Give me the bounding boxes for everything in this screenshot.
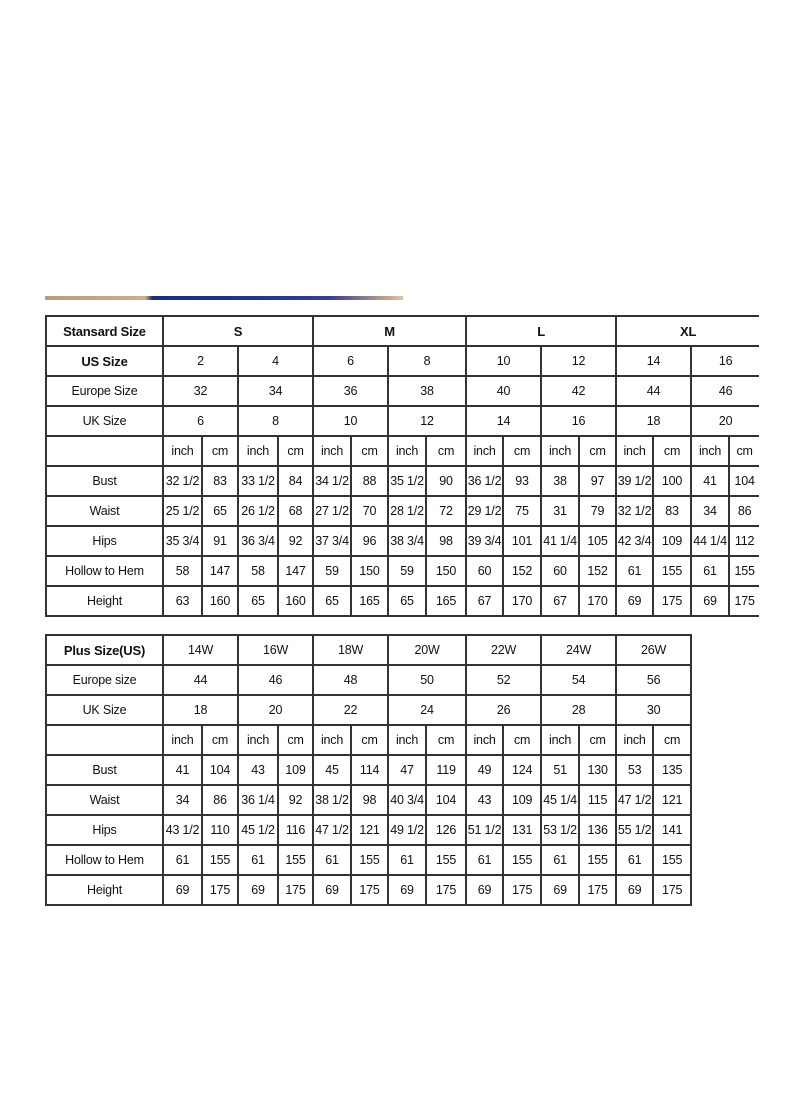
uk-size-cell: 20 (691, 406, 759, 436)
measurement-value: 155 (729, 556, 759, 586)
measurement-value: 126 (426, 815, 466, 845)
measurement-value: 90 (426, 466, 466, 496)
measurement-value: 152 (579, 556, 616, 586)
plus-us-size-cell: 24W (541, 635, 616, 665)
measurement-value: 61 (466, 845, 503, 875)
empty-cell (691, 845, 759, 875)
standard-measurement-row (46, 556, 759, 586)
unit-cm-cell: cm (351, 725, 388, 755)
measurement-value: 175 (653, 586, 691, 616)
uk-size-cell: 8 (238, 406, 313, 436)
size-group-m: M (313, 316, 466, 346)
measurement-value: 39 1/2 (616, 466, 653, 496)
us-size-cell: 12 (541, 346, 616, 376)
plus-measurement-row (46, 845, 759, 875)
measurement-value: 33 1/2 (238, 466, 278, 496)
standard-measurement-row (46, 496, 759, 526)
empty-cell (691, 785, 759, 815)
product-photo-strip (45, 296, 403, 300)
measurement-value: 68 (278, 496, 313, 526)
measurement-value: 97 (579, 466, 616, 496)
measurement-value: 112 (729, 526, 759, 556)
empty-cell (691, 695, 759, 725)
measurement-value: 86 (729, 496, 759, 526)
plus-uk-size-cell: 24 (388, 695, 466, 725)
measurement-value: 43 1/2 (163, 815, 202, 845)
plus-uk-size-label: UK Size (46, 695, 163, 725)
unit-inch-cell: inch (466, 436, 503, 466)
measurement-label: Height (46, 875, 163, 905)
europe-size-cell: 32 (163, 376, 238, 406)
measurement-value: 51 1/2 (466, 815, 503, 845)
standard-measurement-row (46, 526, 759, 556)
measurement-value: 70 (351, 496, 388, 526)
measurement-value: 101 (503, 526, 541, 556)
measurement-value: 34 1/2 (313, 466, 351, 496)
measurement-value: 109 (503, 785, 541, 815)
measurement-value: 69 (616, 875, 653, 905)
measurement-value: 69 (691, 586, 729, 616)
measurement-value: 150 (426, 556, 466, 586)
measurement-value: 32 1/2 (163, 466, 202, 496)
measurement-value: 152 (503, 556, 541, 586)
measurement-value: 65 (313, 586, 351, 616)
plus-unit-row (46, 725, 759, 755)
empty-cell (691, 665, 759, 695)
measurement-value: 155 (351, 845, 388, 875)
measurement-value: 69 (388, 875, 426, 905)
measurement-value: 116 (278, 815, 313, 845)
measurement-value: 115 (579, 785, 616, 815)
measurement-value: 36 1/2 (466, 466, 503, 496)
measurement-value: 175 (278, 875, 313, 905)
measurement-value: 60 (466, 556, 503, 586)
unit-inch-cell: inch (616, 725, 653, 755)
unit-cm-cell: cm (426, 436, 466, 466)
europe-size-cell: 40 (466, 376, 541, 406)
measurement-value: 45 (313, 755, 351, 785)
unit-cm-cell: cm (653, 725, 691, 755)
plus-europe-size-row (46, 665, 759, 695)
measurement-value: 61 (163, 845, 202, 875)
plus-measurement-row (46, 875, 759, 905)
plus-us-size-row (46, 635, 759, 665)
unit-cm-cell: cm (278, 436, 313, 466)
unit-cm-cell: cm (278, 725, 313, 755)
empty-cell (691, 815, 759, 845)
measurement-value: 104 (729, 466, 759, 496)
measurement-value: 96 (351, 526, 388, 556)
unit-cm-cell: cm (202, 725, 238, 755)
plus-europe-size-cell: 50 (388, 665, 466, 695)
plus-europe-size-cell: 54 (541, 665, 616, 695)
standard-measurement-row (46, 466, 759, 496)
measurement-value: 170 (503, 586, 541, 616)
unit-inch-cell: inch (163, 436, 202, 466)
plus-us-size-cell: 26W (616, 635, 691, 665)
measurement-value: 38 (541, 466, 579, 496)
measurement-value: 67 (541, 586, 579, 616)
plus-europe-size-cell: 48 (313, 665, 388, 695)
measurement-value: 88 (351, 466, 388, 496)
europe-size-cell: 34 (238, 376, 313, 406)
measurement-value: 35 3/4 (163, 526, 202, 556)
measurement-value: 175 (202, 875, 238, 905)
measurement-value: 110 (202, 815, 238, 845)
unit-cm-cell: cm (729, 436, 759, 466)
measurement-value: 86 (202, 785, 238, 815)
measurement-value: 65 (238, 586, 278, 616)
measurement-value: 41 (163, 755, 202, 785)
measurement-label: Waist (46, 496, 163, 526)
measurement-value: 47 1/2 (313, 815, 351, 845)
measurement-value: 175 (653, 875, 691, 905)
measurement-value: 155 (278, 845, 313, 875)
europe-size-row (46, 376, 759, 406)
measurement-value: 84 (278, 466, 313, 496)
europe-size-cell: 46 (691, 376, 759, 406)
measurement-value: 47 1/2 (616, 785, 653, 815)
measurement-value: 43 (238, 755, 278, 785)
measurement-value: 36 3/4 (238, 526, 278, 556)
size-group-s: S (163, 316, 313, 346)
measurement-value: 93 (503, 466, 541, 496)
unit-inch-cell: inch (163, 725, 202, 755)
measurement-value: 65 (388, 586, 426, 616)
europe-size-label: Europe Size (46, 376, 163, 406)
measurement-value: 147 (202, 556, 238, 586)
measurement-label: Hips (46, 815, 163, 845)
measurement-value: 67 (466, 586, 503, 616)
measurement-value: 121 (351, 815, 388, 845)
uk-size-cell: 10 (313, 406, 388, 436)
us-size-cell: 6 (313, 346, 388, 376)
europe-size-cell: 38 (388, 376, 466, 406)
measurement-value: 105 (579, 526, 616, 556)
measurement-value: 79 (579, 496, 616, 526)
us-size-cell: 2 (163, 346, 238, 376)
measurement-value: 27 1/2 (313, 496, 351, 526)
measurement-value: 75 (503, 496, 541, 526)
measurement-value: 51 (541, 755, 579, 785)
measurement-value: 155 (426, 845, 466, 875)
measurement-value: 91 (202, 526, 238, 556)
us-size-cell: 4 (238, 346, 313, 376)
measurement-value: 41 (691, 466, 729, 496)
measurement-value: 100 (653, 466, 691, 496)
empty-cell (691, 755, 759, 785)
measurement-value: 119 (426, 755, 466, 785)
measurement-value: 155 (202, 845, 238, 875)
plus-measurement-row (46, 785, 759, 815)
measurement-value: 92 (278, 526, 313, 556)
measurement-value: 155 (503, 845, 541, 875)
measurement-value: 155 (653, 556, 691, 586)
plus-us-size-cell: 16W (238, 635, 313, 665)
uk-size-cell: 16 (541, 406, 616, 436)
measurement-value: 155 (653, 845, 691, 875)
measurement-value: 69 (541, 875, 579, 905)
plus-measurement-row (46, 815, 759, 845)
measurement-value: 170 (579, 586, 616, 616)
measurement-value: 69 (313, 875, 351, 905)
unit-inch-cell: inch (238, 436, 278, 466)
unit-inch-cell: inch (466, 725, 503, 755)
measurement-value: 98 (426, 526, 466, 556)
measurement-label: Waist (46, 785, 163, 815)
unit-inch-cell: inch (616, 436, 653, 466)
measurement-value: 130 (579, 755, 616, 785)
plus-uk-size-cell: 18 (163, 695, 238, 725)
measurement-value: 45 1/4 (541, 785, 579, 815)
plus-europe-size-cell: 56 (616, 665, 691, 695)
unit-row-label (46, 436, 163, 466)
size-group-l: L (466, 316, 616, 346)
measurement-value: 61 (691, 556, 729, 586)
measurement-value: 34 (163, 785, 202, 815)
measurement-value: 165 (426, 586, 466, 616)
measurement-value: 150 (351, 556, 388, 586)
measurement-value: 104 (202, 755, 238, 785)
measurement-value: 59 (388, 556, 426, 586)
europe-size-cell: 44 (616, 376, 691, 406)
unit-inch-cell: inch (388, 436, 426, 466)
measurement-value: 41 1/4 (541, 526, 579, 556)
plus-uk-size-cell: 28 (541, 695, 616, 725)
measurement-label: Bust (46, 466, 163, 496)
measurement-value: 155 (579, 845, 616, 875)
unit-cm-cell: cm (426, 725, 466, 755)
uk-size-label: UK Size (46, 406, 163, 436)
measurement-label: Height (46, 586, 163, 616)
unit-inch-cell: inch (313, 725, 351, 755)
plus-uk-size-cell: 26 (466, 695, 541, 725)
plus-uk-size-cell: 22 (313, 695, 388, 725)
us-size-row (46, 346, 759, 376)
measurement-value: 92 (278, 785, 313, 815)
standard-size-table (45, 315, 759, 617)
unit-inch-cell: inch (541, 725, 579, 755)
empty-cell (691, 635, 759, 665)
plus-us-size-cell: 22W (466, 635, 541, 665)
measurement-value: 61 (616, 845, 653, 875)
unit-cm-cell: cm (351, 436, 388, 466)
plus-size-label: Plus Size(US) (46, 635, 163, 665)
measurement-value: 59 (313, 556, 351, 586)
measurement-value: 83 (202, 466, 238, 496)
measurement-value: 83 (653, 496, 691, 526)
measurement-value: 53 (616, 755, 653, 785)
size-group-xl: XL (616, 316, 759, 346)
uk-size-cell: 18 (616, 406, 691, 436)
measurement-value: 69 (466, 875, 503, 905)
empty-cell (691, 875, 759, 905)
measurement-label: Hollow to Hem (46, 845, 163, 875)
measurement-label: Bust (46, 755, 163, 785)
measurement-value: 61 (616, 556, 653, 586)
measurement-value: 39 3/4 (466, 526, 503, 556)
measurement-value: 65 (202, 496, 238, 526)
measurement-value: 26 1/2 (238, 496, 278, 526)
us-size-cell: 16 (691, 346, 759, 376)
measurement-value: 49 1/2 (388, 815, 426, 845)
unit-cm-cell: cm (579, 436, 616, 466)
standard-unit-row (46, 436, 759, 466)
plus-us-size-cell: 20W (388, 635, 466, 665)
measurement-value: 53 1/2 (541, 815, 579, 845)
measurement-label: Hips (46, 526, 163, 556)
unit-cm-cell: cm (503, 436, 541, 466)
measurement-value: 109 (278, 755, 313, 785)
uk-size-row (46, 406, 759, 436)
measurement-value: 114 (351, 755, 388, 785)
europe-size-cell: 36 (313, 376, 388, 406)
measurement-value: 38 3/4 (388, 526, 426, 556)
plus-uk-size-cell: 30 (616, 695, 691, 725)
plus-size-table (45, 634, 759, 906)
measurement-value: 44 1/4 (691, 526, 729, 556)
plus-us-size-cell: 14W (163, 635, 238, 665)
measurement-value: 32 1/2 (616, 496, 653, 526)
plus-europe-size-label: Europe size (46, 665, 163, 695)
unit-inch-cell: inch (388, 725, 426, 755)
measurement-value: 175 (503, 875, 541, 905)
measurement-value: 175 (426, 875, 466, 905)
measurement-value: 49 (466, 755, 503, 785)
plus-uk-size-cell: 20 (238, 695, 313, 725)
standard-measurement-row (46, 586, 759, 616)
measurement-value: 35 1/2 (388, 466, 426, 496)
measurement-value: 136 (579, 815, 616, 845)
unit-cm-cell: cm (503, 725, 541, 755)
measurement-value: 69 (163, 875, 202, 905)
plus-measurement-row (46, 755, 759, 785)
plus-us-size-cell: 18W (313, 635, 388, 665)
measurement-value: 36 1/4 (238, 785, 278, 815)
measurement-value: 160 (202, 586, 238, 616)
measurement-value: 58 (238, 556, 278, 586)
measurement-value: 61 (541, 845, 579, 875)
standard-size-label: Stansard Size (46, 316, 163, 346)
measurement-value: 175 (729, 586, 759, 616)
unit-cm-cell: cm (653, 436, 691, 466)
measurement-value: 175 (579, 875, 616, 905)
measurement-value: 31 (541, 496, 579, 526)
measurement-value: 42 3/4 (616, 526, 653, 556)
measurement-value: 131 (503, 815, 541, 845)
plus-europe-size-cell: 46 (238, 665, 313, 695)
uk-size-cell: 12 (388, 406, 466, 436)
unit-inch-cell: inch (313, 436, 351, 466)
measurement-value: 37 3/4 (313, 526, 351, 556)
measurement-value: 104 (426, 785, 466, 815)
measurement-value: 34 (691, 496, 729, 526)
europe-size-cell: 42 (541, 376, 616, 406)
empty-cell (691, 725, 759, 755)
measurement-value: 38 1/2 (313, 785, 351, 815)
measurement-value: 69 (616, 586, 653, 616)
measurement-value: 58 (163, 556, 202, 586)
measurement-value: 141 (653, 815, 691, 845)
measurement-value: 69 (238, 875, 278, 905)
measurement-label: Hollow to Hem (46, 556, 163, 586)
measurement-value: 25 1/2 (163, 496, 202, 526)
us-size-cell: 14 (616, 346, 691, 376)
measurement-value: 43 (466, 785, 503, 815)
plus-uk-size-row (46, 695, 759, 725)
measurement-value: 121 (653, 785, 691, 815)
measurement-value: 165 (351, 586, 388, 616)
size-group-row (46, 316, 759, 346)
uk-size-cell: 14 (466, 406, 541, 436)
measurement-value: 61 (388, 845, 426, 875)
us-size-cell: 10 (466, 346, 541, 376)
plus-europe-size-cell: 52 (466, 665, 541, 695)
us-size-cell: 8 (388, 346, 466, 376)
measurement-value: 45 1/2 (238, 815, 278, 845)
measurement-value: 61 (313, 845, 351, 875)
unit-inch-cell: inch (238, 725, 278, 755)
unit-inch-cell: inch (691, 436, 729, 466)
unit-inch-cell: inch (541, 436, 579, 466)
measurement-value: 61 (238, 845, 278, 875)
measurement-value: 28 1/2 (388, 496, 426, 526)
measurement-value: 175 (351, 875, 388, 905)
measurement-value: 55 1/2 (616, 815, 653, 845)
measurement-value: 160 (278, 586, 313, 616)
measurement-value: 63 (163, 586, 202, 616)
uk-size-cell: 6 (163, 406, 238, 436)
measurement-value: 135 (653, 755, 691, 785)
unit-row-label (46, 725, 163, 755)
measurement-value: 40 3/4 (388, 785, 426, 815)
measurement-value: 72 (426, 496, 466, 526)
measurement-value: 147 (278, 556, 313, 586)
unit-cm-cell: cm (202, 436, 238, 466)
measurement-value: 109 (653, 526, 691, 556)
measurement-value: 98 (351, 785, 388, 815)
plus-europe-size-cell: 44 (163, 665, 238, 695)
measurement-value: 47 (388, 755, 426, 785)
us-size-label: US Size (46, 346, 163, 376)
measurement-value: 29 1/2 (466, 496, 503, 526)
measurement-value: 60 (541, 556, 579, 586)
measurement-value: 124 (503, 755, 541, 785)
unit-cm-cell: cm (579, 725, 616, 755)
